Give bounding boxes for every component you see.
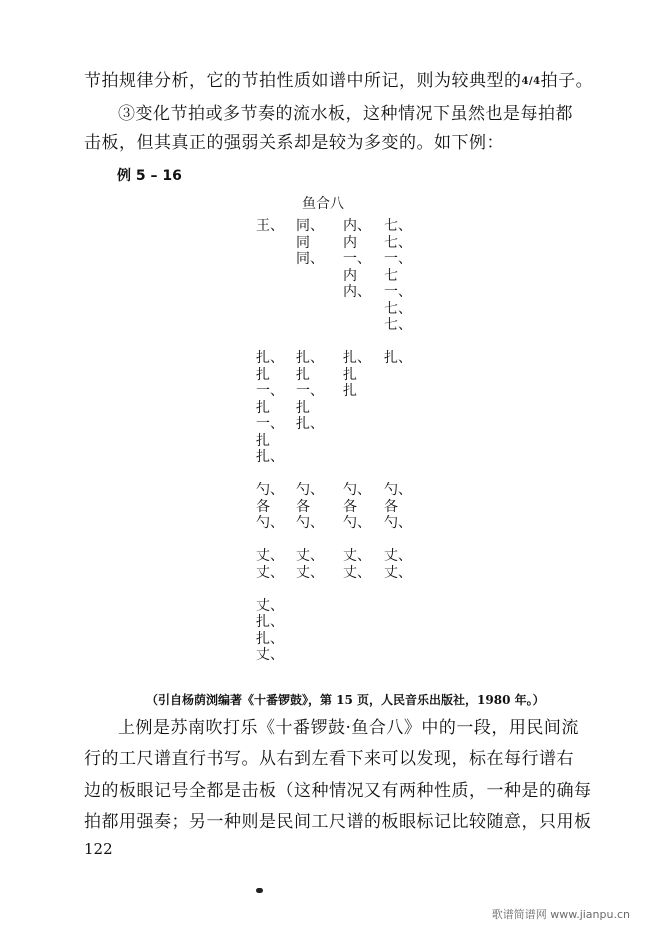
meter-glyph: 4/4 <box>521 76 541 87</box>
paragraph2-line3: 边的板眼记号全都是击板（这种情况又有两种性质，一种是的确每 <box>84 781 592 801</box>
paragraph1-line3: 击板，但其真正的强弱关系却是较为多变的。如下例： <box>84 133 504 153</box>
score-column-3: 内、 内 一、 内 内、 扎、 扎 扎 勺、 各 勺、 丈、 丈、 <box>343 218 371 581</box>
example-label: 例 5 – 16 <box>117 168 182 184</box>
paragraph1-line2: ③变化节拍或多节奏的流水板，这种情况下虽然也是每拍都 <box>118 104 573 124</box>
score-title: 鱼合八 <box>302 196 344 212</box>
paragraph2-line4: 拍都用强奏；另一种则是民间工尺谱的板眼标记比较随意，只用板 <box>84 812 592 832</box>
page-number: 122 <box>84 840 113 858</box>
paragraph2-line1: 上例是苏南吹打乐《十番锣鼓·鱼合八》中的一段，用民间流 <box>118 718 579 738</box>
score-column-1: 王、 扎、 扎 一、 扎 一、 扎 扎、 勺、 各 勺、 丈、 丈、 丈、 扎、 扎、 丈、 <box>256 218 284 663</box>
ink-dot <box>256 888 263 893</box>
source-citation: （引自杨荫浏编著《十番锣鼓》，第 15 页，人民音乐出版社，1980 年。） <box>146 693 545 707</box>
score-column-4: 七、 七、 一、 七 一、 七、 七、 扎、 勺、 各 勺、 丈、 丈、 <box>384 218 412 581</box>
site-watermark: 歌谱简谱网 www.jianpu.cn <box>491 908 630 921</box>
paragraph2-line2: 行的工尺谱直行书写。从右到左看下来可以发现，标在每行谱右 <box>84 749 574 769</box>
paragraph1-line1: 节拍规律分析，它的节拍性质如谱中所记，则为较典型的4/4拍子。 <box>84 71 594 91</box>
score-column-2: 同、 同 同、 扎、 扎 一、 扎 扎、 勺、 各 勺、 丈、 丈、 <box>296 218 324 581</box>
